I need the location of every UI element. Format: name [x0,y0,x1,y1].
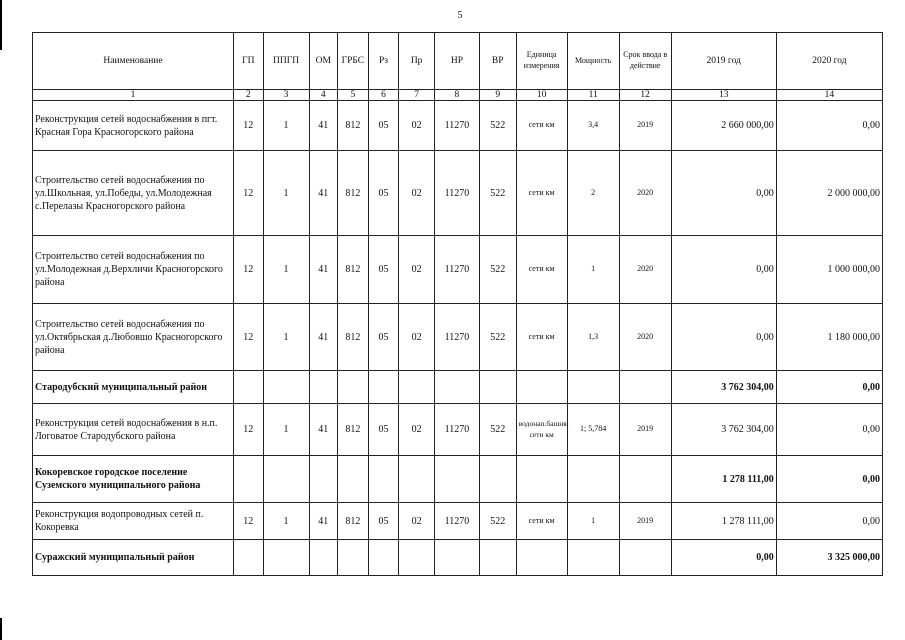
cell-rz: 05 [368,101,399,151]
section-name: Стародубский муниципальный район [33,371,234,404]
cell-2020: 2 000 000,00 [776,151,882,236]
cell-empty [338,456,369,503]
cell-empty [399,371,435,404]
cell-power: 1 [567,236,619,304]
cell-power: 1 [567,503,619,540]
cell-om: 41 [309,101,338,151]
column-number: 1 [33,90,234,101]
cell-pr: 02 [399,503,435,540]
cell-empty [567,371,619,404]
cell-unit: сети км [516,503,567,540]
cell-empty [338,540,369,576]
cell-rz: 05 [368,404,399,456]
row-name: Реконструкция сетей водоснабжения в пгт. Красная Гора Красногорского района [33,101,234,151]
column-number: 8 [434,90,479,101]
header-2020: 2020 год [776,33,882,90]
cell-grbs: 812 [338,503,369,540]
header-vr: ВР [479,33,516,90]
cell-empty [619,540,671,576]
cell-power: 1; 5,784 [567,404,619,456]
cell-2019: 0,00 [671,236,776,304]
cell-gp: 12 [234,151,264,236]
cell-empty [234,371,264,404]
cell-nr: 11270 [434,503,479,540]
cell-rz: 05 [368,503,399,540]
cell-pr: 02 [399,304,435,371]
cell-nr: 11270 [434,404,479,456]
column-number: 14 [776,90,882,101]
section-row [33,540,883,576]
row-name: Строительство сетей водоснабжения по ул.Школьная, ул.Победы, ул.Молодежная с.Перелазы Красногорского района [33,151,234,236]
cell-ppgp: 1 [263,236,309,304]
budget-table [32,32,883,576]
cell-grbs: 812 [338,236,369,304]
cell-nr: 11270 [434,101,479,151]
cell-om: 41 [309,151,338,236]
column-number: 10 [516,90,567,101]
column-number: 11 [567,90,619,101]
cell-gp: 12 [234,503,264,540]
cell-empty [263,371,309,404]
header-name: Наименование [33,33,234,90]
header-row [33,33,883,90]
header-rz: Рз [368,33,399,90]
cell-nr: 11270 [434,151,479,236]
cell-ppgp: 1 [263,101,309,151]
cell-gp: 12 [234,304,264,371]
cell-unit: сети км [516,304,567,371]
header-term: Срок ввода в действие [619,33,671,90]
header-om: ОМ [309,33,338,90]
cell-rz: 05 [368,236,399,304]
row-name: Реконструкция сетей водоснабжения в н.п. Логоватое Стародубского района [33,404,234,456]
cell-gp: 12 [234,404,264,456]
cell-empty [619,371,671,404]
cell-pr: 02 [399,404,435,456]
cell-term: 2020 [619,236,671,304]
cell-ppgp: 1 [263,304,309,371]
table-row [33,151,883,236]
cell-power: 3,4 [567,101,619,151]
column-number: 5 [338,90,369,101]
column-number: 6 [368,90,399,101]
cell-term: 2020 [619,304,671,371]
cell-2019: 1 278 111,00 [671,503,776,540]
column-number: 2 [234,90,264,101]
column-number: 7 [399,90,435,101]
cell-power: 1,3 [567,304,619,371]
section-total-2020: 0,00 [776,371,882,404]
cell-2019: 3 762 304,00 [671,404,776,456]
cell-term: 2019 [619,404,671,456]
cell-2020: 0,00 [776,404,882,456]
section-name: Кокоревское городское поселение Суземского муниципального района [33,456,234,503]
cell-empty [368,540,399,576]
cell-unit: сети км [516,151,567,236]
cell-empty [263,456,309,503]
section-total-2020: 3 325 000,00 [776,540,882,576]
row-name: Реконструкция водопроводных сетей п. Кокоревка [33,503,234,540]
cell-vr: 522 [479,236,516,304]
cell-ppgp: 1 [263,404,309,456]
cell-empty [338,371,369,404]
cell-empty [619,456,671,503]
cell-pr: 02 [399,101,435,151]
cell-rz: 05 [368,151,399,236]
column-number: 12 [619,90,671,101]
column-number-row [33,90,883,101]
column-number: 9 [479,90,516,101]
cell-empty [516,371,567,404]
cell-empty [399,540,435,576]
cell-vr: 522 [479,304,516,371]
scan-edge-mark-bottom [0,618,2,640]
header-nr: НР [434,33,479,90]
page-number: 5 [457,10,463,21]
cell-nr: 11270 [434,304,479,371]
column-number: 13 [671,90,776,101]
cell-om: 41 [309,304,338,371]
header-gp: ГП [234,33,264,90]
cell-vr: 522 [479,151,516,236]
header-grbs: ГРБС [338,33,369,90]
cell-empty [434,456,479,503]
cell-empty [309,540,338,576]
cell-om: 41 [309,404,338,456]
cell-ppgp: 1 [263,503,309,540]
cell-grbs: 812 [338,101,369,151]
cell-gp: 12 [234,236,264,304]
cell-2020: 1 180 000,00 [776,304,882,371]
cell-2020: 1 000 000,00 [776,236,882,304]
cell-empty [368,456,399,503]
cell-unit: сети км [516,236,567,304]
cell-2020: 0,00 [776,503,882,540]
cell-empty [479,371,516,404]
cell-term: 2019 [619,101,671,151]
section-row [33,371,883,404]
cell-nr: 11270 [434,236,479,304]
cell-empty [434,371,479,404]
cell-pr: 02 [399,236,435,304]
section-total-2019: 1 278 111,00 [671,456,776,503]
cell-empty [516,456,567,503]
cell-empty [234,456,264,503]
cell-empty [567,540,619,576]
cell-unit: сети км [516,101,567,151]
header-power: Мощность [567,33,619,90]
section-total-2019: 0,00 [671,540,776,576]
cell-grbs: 812 [338,404,369,456]
header-ppgp: ППГП [263,33,309,90]
header-2019: 2019 год [671,33,776,90]
cell-2019: 0,00 [671,304,776,371]
cell-vr: 522 [479,404,516,456]
cell-vr: 522 [479,503,516,540]
cell-2019: 2 660 000,00 [671,101,776,151]
cell-power: 2 [567,151,619,236]
cell-2020: 0,00 [776,101,882,151]
table-row [33,304,883,371]
cell-empty [479,456,516,503]
section-name: Суражский муниципальный район [33,540,234,576]
cell-empty [309,456,338,503]
cell-empty [234,540,264,576]
cell-term: 2019 [619,503,671,540]
row-name: Строительство сетей водоснабжения по ул.Октябрьская д.Любовшо Красногорского района [33,304,234,371]
cell-pr: 02 [399,151,435,236]
scan-edge-mark-top [0,0,2,50]
cell-empty [368,371,399,404]
header-unit: Единица измерения [516,33,567,90]
column-number: 3 [263,90,309,101]
cell-term: 2020 [619,151,671,236]
cell-2019: 0,00 [671,151,776,236]
table-row [33,404,883,456]
section-row [33,456,883,503]
cell-gp: 12 [234,101,264,151]
section-total-2019: 3 762 304,00 [671,371,776,404]
header-pr: Пр [399,33,435,90]
cell-empty [479,540,516,576]
cell-empty [399,456,435,503]
cell-rz: 05 [368,304,399,371]
cell-grbs: 812 [338,151,369,236]
cell-empty [263,540,309,576]
cell-empty [309,371,338,404]
cell-empty [516,540,567,576]
cell-grbs: 812 [338,304,369,371]
table-row [33,503,883,540]
section-total-2020: 0,00 [776,456,882,503]
row-name: Строительство сетей водоснабжения по ул.Молодежная д.Верхличи Красногорского района [33,236,234,304]
column-number: 4 [309,90,338,101]
cell-om: 41 [309,503,338,540]
cell-om: 41 [309,236,338,304]
cell-empty [434,540,479,576]
cell-ppgp: 1 [263,151,309,236]
table-row [33,236,883,304]
cell-unit: водонап.башня, сети км [516,404,567,456]
cell-vr: 522 [479,101,516,151]
table-row [33,101,883,151]
cell-empty [567,456,619,503]
